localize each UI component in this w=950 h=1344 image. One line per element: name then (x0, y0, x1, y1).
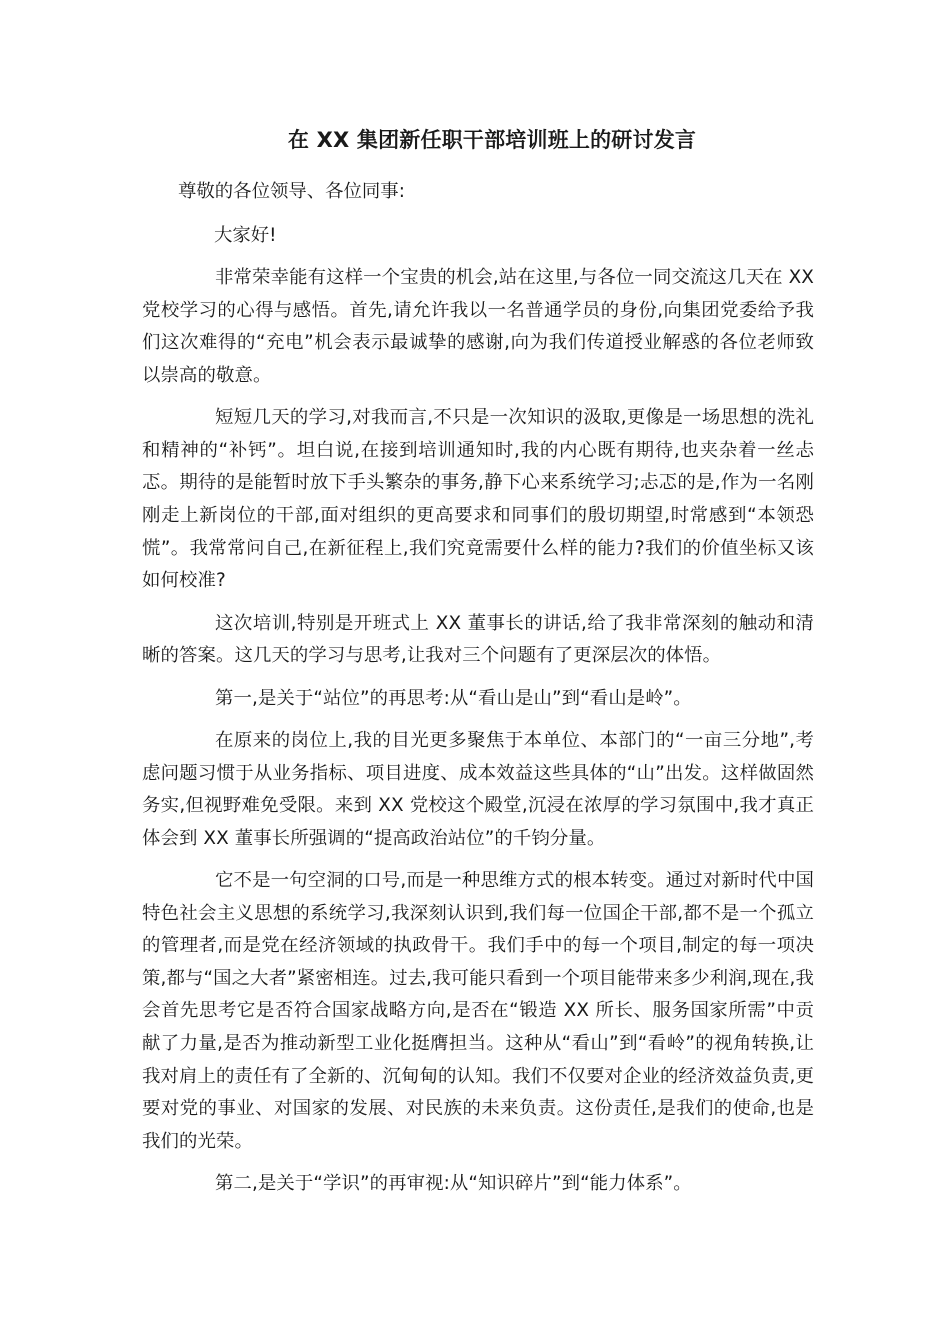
salutation: 尊敬的各位领导、各位同事: (178, 181, 405, 202)
heading-point-one: 第一,是关于“站位”的再思考:从“看山是山”到“看山是岭”。 (215, 687, 692, 709)
heading-point-two: 第二,是关于“学识”的再审视:从“知识碎片”到“能力体系”。 (215, 1173, 692, 1195)
greeting: 大家好! (214, 225, 277, 246)
paragraph-opening-thanks: 非常荣幸能有这样一个宝贵的机会,站在这里,与各位一同交流这几天在 XX 党校学习的心得与感悟。首先,请允许我以一名普通学员的身份,向集团党委给予我们这次难得的“充电”机会表示最诚挚的感谢,向为我们传道授业解惑的各位老师致以崇高的敬意。 (142, 267, 814, 386)
paragraph-training-insight: 这次培训,特别是开班式上 XX 董事长的讲话,给了我非常深刻的触动和清晰的答案。这几天的学习与思考,让我对三个问题有了更深层次的体悟。 (142, 612, 814, 667)
paragraph-previous-role: 在原来的岗位上,我的目光更多聚焦于本单位、本部门的“一亩三分地”,考虑问题习惯于从业务指标、项目进度、成本效益这些具体的“山”出发。这样做固然务实,但视野难免受限。来到 XX 党校这个殿堂,沉浸在浓厚的学习氛围中,我才真正体会到 XX 董事长所强调的“提高政治站位”的千钧分量。 (142, 729, 814, 849)
document-title: 在 XX 集团新任职干部培训班上的研讨发言 (287, 128, 697, 152)
paragraph-mindset-shift: 它不是一句空洞的口号,而是一种思维方式的根本转变。通过对新时代中国特色社会主义思想的系统学习,我深刻认识到,我们每一位国企干部,都不是一个孤立的管理者,而是党在经济领域的执政骨干。我们手中的每一个项目,制定的每一项决策,都与“国之大者”紧密相连。过去,我可能只看到一个项目能带来多少利润,现在,我会首先思考它是否符合国家战略方向,是否在“锻造 XX 所长、服务国家所需”中贡献了力量,是否为推动新型工业化挺膺担当。这种从“看山”到“看岭”的视角转换,让我对肩上的责任有了全新的、沉甸甸的认知。我们不仅要对企业的经济效益负责,更要对党的事业、对国家的发展、对民族的未来负责。这份责任,是我们的使命,也是我们的光荣。 (142, 870, 814, 1152)
paragraph-study-reflection: 短短几天的学习,对我而言,不只是一次知识的汲取,更像是一场思想的洗礼和精神的“补钙”。坦白说,在接到培训通知时,我的内心既有期待,也夹杂着一丝忐忑。期待的是能暂时放下手头繁杂的事务,静下心来系统学习;忐忑的是,作为一名刚刚走上新岗位的干部,面对组织的更高要求和同事们的殷切期望,时常感到“本领恐慌”。我常常问自己,在新征程上,我们究竟需要什么样的能力?我们的价值坐标又该如何校准? (142, 407, 814, 592)
document-body (142, 262, 814, 1211)
